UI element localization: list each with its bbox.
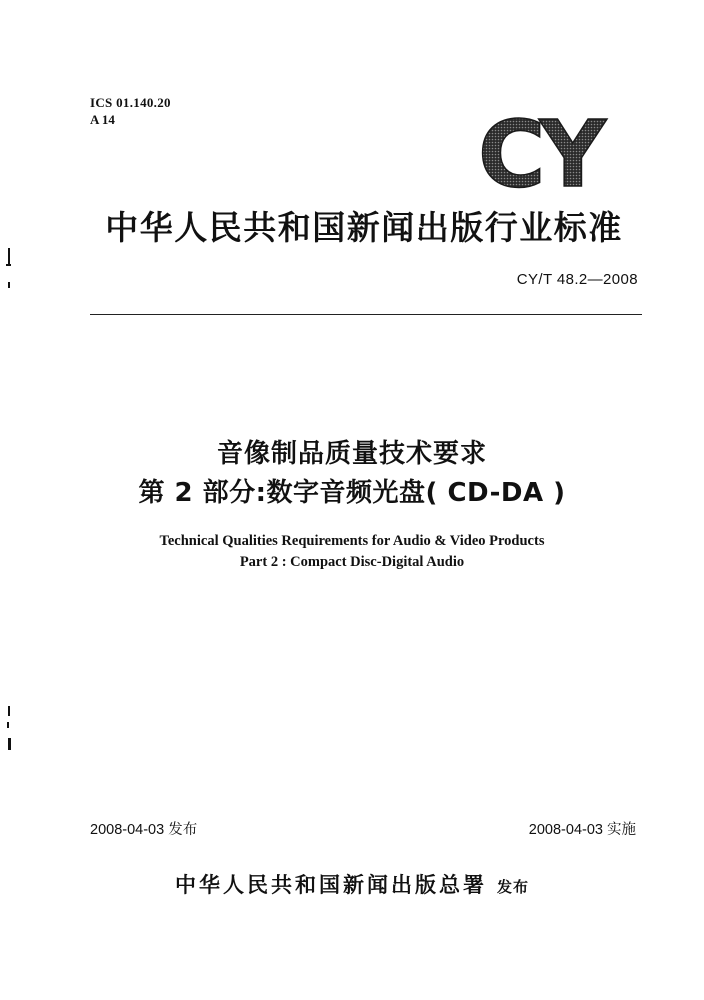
scan-mark [6,264,11,266]
issuer-suffix: 发布 [496,878,529,896]
issuing-authority [0,870,704,902]
english-title-line2: Part 2 : Compact Disc-Digital Audio [239,554,465,570]
issue-date: 2008-04-03 发布 [90,822,198,838]
scan-mark [8,738,11,750]
standard-code: CY/T 48.2—2008 [516,271,638,288]
classification-code: A 14 [90,112,115,127]
ics-code: ICS 01.140.20 [90,95,171,110]
issuer-name: 中华人民共和国新闻出版总署 [174,873,487,897]
scan-mark [7,722,9,728]
scan-mark [8,706,10,716]
chinese-title-line2: 第 2 部分:数字音频光盘( CD-DA ) [138,478,566,508]
implementation-date: 2008-04-03 实施 [528,822,636,838]
header-divider [90,314,642,315]
cy-logo [476,108,624,192]
scan-mark [8,282,10,288]
english-title-line1: Technical Qualities Requirements for Audio & Video Products [159,533,545,549]
chinese-title-line1: 音像制品质量技术要求 [216,439,487,469]
svg-text:CY: CY [478,108,601,192]
standard-category-title: 中华人民共和国新闻出版行业标准 [105,208,623,247]
